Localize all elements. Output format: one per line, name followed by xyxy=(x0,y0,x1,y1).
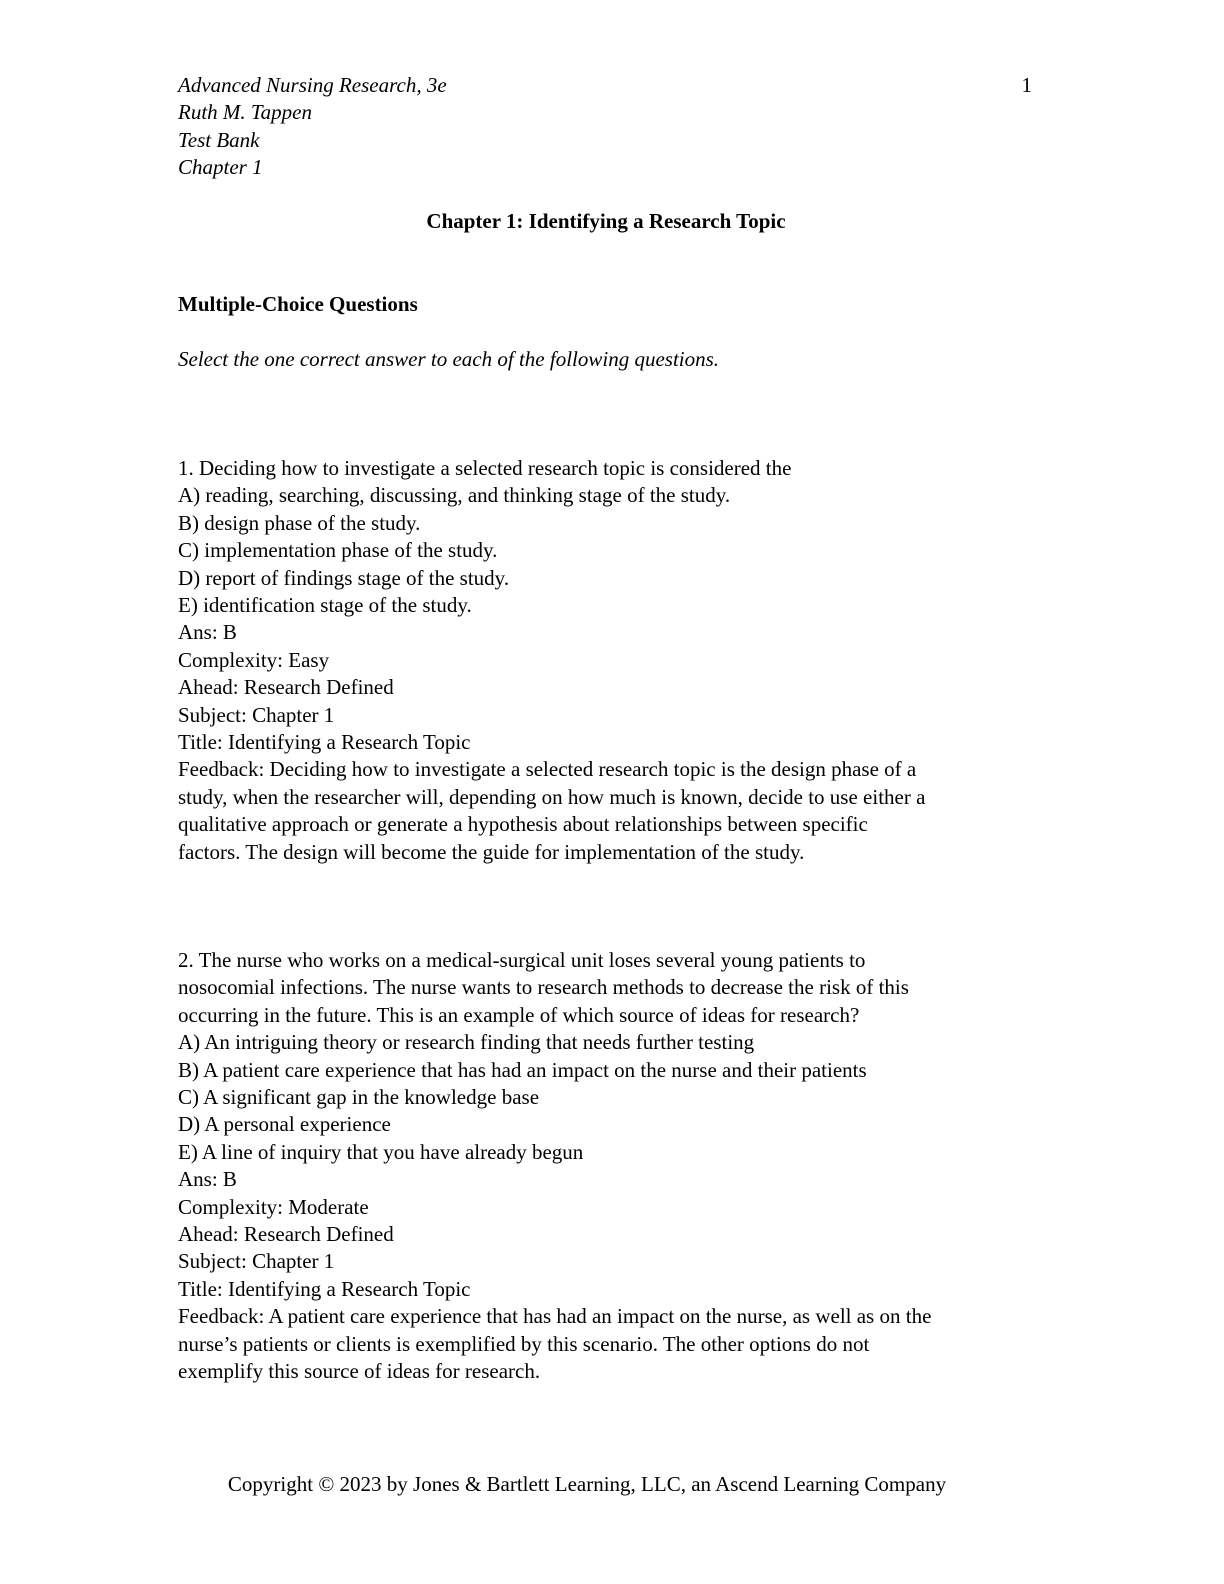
author-name: Ruth M. Tappen xyxy=(178,100,312,125)
title: Title: Identifying a Research Topic xyxy=(178,1276,471,1301)
question-stem: 2. The nurse who works on a medical-surgical unit loses several young patients to xyxy=(178,948,866,972)
answer-option-c: C) A significant gap in the knowledge base xyxy=(178,1085,540,1110)
feedback-line: Feedback: A patient care experience that has had an impact on the nurse, as well as on the xyxy=(178,1304,932,1329)
ahead: Ahead: Research Defined xyxy=(178,675,394,700)
subject: Subject: Chapter 1 xyxy=(178,702,335,727)
page-number: 1 xyxy=(1021,73,1032,97)
correct-answer: Ans: B xyxy=(178,1167,237,1192)
answer-option-d: D) A personal experience xyxy=(178,1112,391,1137)
answer-option-a: A) reading, searching, discussing, and thinking stage of the study. xyxy=(178,483,731,508)
answer-option-b: B) A patient care experience that has had an impact on the nurse and their patients xyxy=(178,1057,867,1082)
answer-option-b: B) design phase of the study. xyxy=(178,510,421,535)
book-title: Advanced Nursing Research, 3e xyxy=(178,73,447,97)
question-2 xyxy=(178,947,1048,1386)
question-stem: 1. Deciding how to investigate a selected research topic is considered the xyxy=(178,456,792,480)
feedback-line: exemplify this source of ideas for research. xyxy=(178,1359,541,1384)
section-title: Multiple-Choice Questions xyxy=(178,292,418,316)
feedback-line: factors. The design will become the guide for implementation of the study. xyxy=(178,839,805,864)
running-header xyxy=(178,72,447,182)
title: Title: Identifying a Research Topic xyxy=(178,730,471,755)
answer-option-c: C) implementation phase of the study. xyxy=(178,538,498,563)
chapter-title: Chapter 1: Identifying a Research Topic xyxy=(426,209,786,233)
question-stem: occurring in the future. This is an example of which source of ideas for research? xyxy=(178,1002,860,1027)
ahead: Ahead: Research Defined xyxy=(178,1222,394,1247)
answer-option-a: A) An intriguing theory or research finding that needs further testing xyxy=(178,1030,755,1055)
header-chapter: Chapter 1 xyxy=(178,155,263,180)
complexity: Complexity: Easy xyxy=(178,647,330,672)
feedback-line: study, when the researcher will, depending on how much is known, decide to use either a xyxy=(178,784,926,809)
question-stem: nosocomial infections. The nurse wants to research methods to decrease the risk of this xyxy=(178,975,909,1000)
copyright-footer: Copyright © 2023 by Jones & Bartlett Learning, LLC, an Ascend Learning Company xyxy=(227,1472,947,1496)
complexity: Complexity: Moderate xyxy=(178,1194,369,1219)
answer-option-d: D) report of findings stage of the study. xyxy=(178,565,510,590)
answer-option-e: E) A line of inquiry that you have already begun xyxy=(178,1139,584,1164)
correct-answer: Ans: B xyxy=(178,620,237,645)
feedback-line: Feedback: Deciding how to investigate a selected research topic is the design phase of a xyxy=(178,757,917,782)
answer-option-e: E) identification stage of the study. xyxy=(178,593,472,618)
feedback-line: nurse’s patients or clients is exemplified by this scenario. The other options do not xyxy=(178,1331,870,1356)
document-type: Test Bank xyxy=(178,127,260,152)
instructions: Select the one correct answer to each of the following questions. xyxy=(178,347,720,371)
question-1 xyxy=(178,455,1048,866)
feedback-line: qualitative approach or generate a hypothesis about relationships between specific xyxy=(178,812,868,837)
subject: Subject: Chapter 1 xyxy=(178,1249,335,1274)
